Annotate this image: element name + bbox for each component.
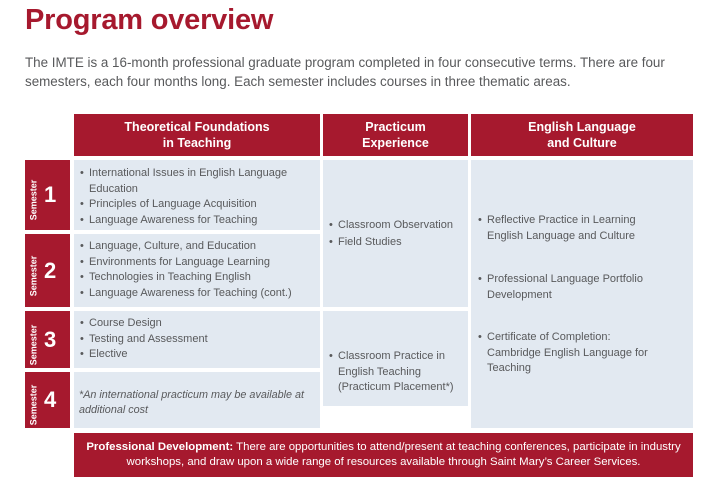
theory-cell-semester-3: [74, 311, 320, 368]
practicum-list: [329, 218, 464, 250]
column-header-culture: English Language and Culture: [471, 114, 693, 156]
column-header-practicum: Practicum Experience: [323, 114, 468, 156]
list-item: • International Issues in English Language Education: [80, 167, 288, 195]
list-item: • Classroom Observation: [329, 219, 453, 231]
practicum-list: [329, 349, 464, 396]
list-item: • Classroom Practice in English Teaching (Practicum Placement*): [329, 350, 454, 393]
list-item: • Environments for Language Learning: [80, 255, 271, 268]
list-item: • Professional Language Portfolio Development: [478, 273, 643, 301]
column-header-theory: Theoretical Foundations in Teaching: [74, 114, 320, 156]
list-item: • Course Design: [80, 317, 162, 329]
semester-number: 2: [44, 257, 57, 283]
semester-number: 4: [44, 387, 57, 412]
semester-2-label: [25, 234, 70, 307]
theory-cell-semester-2: [74, 234, 320, 307]
practicum-cell-semesters-1-2: [323, 160, 468, 307]
list-item: • Certificate of Completion: Cambridge English Language for Teaching: [478, 331, 648, 374]
page-title: Program overview: [25, 4, 274, 36]
semester-word: Semester: [28, 384, 38, 426]
semester-4-label: [25, 372, 70, 428]
theory-cell-semester-4: [74, 372, 320, 428]
practicum-cell-semesters-3-4: [323, 311, 468, 406]
professional-development-label: Professional Development:: [86, 440, 234, 453]
culture-cell: [471, 160, 693, 428]
culture-list: [478, 213, 663, 377]
professional-development-banner: [74, 433, 693, 477]
semester-3-label: [25, 311, 70, 368]
list-item: • Reflective Practice in Learning English Language and Culture: [478, 214, 636, 242]
semester-word: Semester: [28, 324, 38, 365]
list-item: • Technologies in Teaching English: [80, 271, 251, 283]
practicum-note: *An international practicum may be available at additional cost: [79, 389, 305, 416]
list-item: • Language, Culture, and Education: [80, 240, 256, 252]
list-item: • Testing and Assessment: [80, 332, 208, 345]
course-list: [80, 239, 318, 301]
list-item: • Principles of Language Acquisition: [80, 198, 257, 210]
list-item: • Language Awareness for Teaching (cont.): [80, 286, 292, 299]
intro-paragraph: The IMTE is a 16-month professional graduate program completed in four consecutive terms. There are four semesters, each four months long. Each semester includes courses in three thematic areas.: [25, 55, 665, 89]
course-list: [80, 316, 312, 363]
semester-number: 1: [44, 182, 57, 207]
semester-number: 3: [44, 326, 57, 352]
semester-1-label: [25, 160, 70, 230]
semester-word: Semester: [28, 255, 38, 296]
list-item: • Field Studies: [329, 235, 402, 248]
course-list: [80, 166, 312, 228]
list-item: • Elective: [80, 348, 128, 360]
theory-cell-semester-1: [74, 160, 320, 230]
semester-word: Semester: [28, 179, 38, 221]
list-item: • Language Awareness for Teaching: [80, 213, 258, 226]
professional-development-text: There are opportunities to attend/present at teaching conferences, participate in industry workshops, and draw upon a wide range of resources available through Saint Mary’s Career Services.: [126, 440, 681, 468]
